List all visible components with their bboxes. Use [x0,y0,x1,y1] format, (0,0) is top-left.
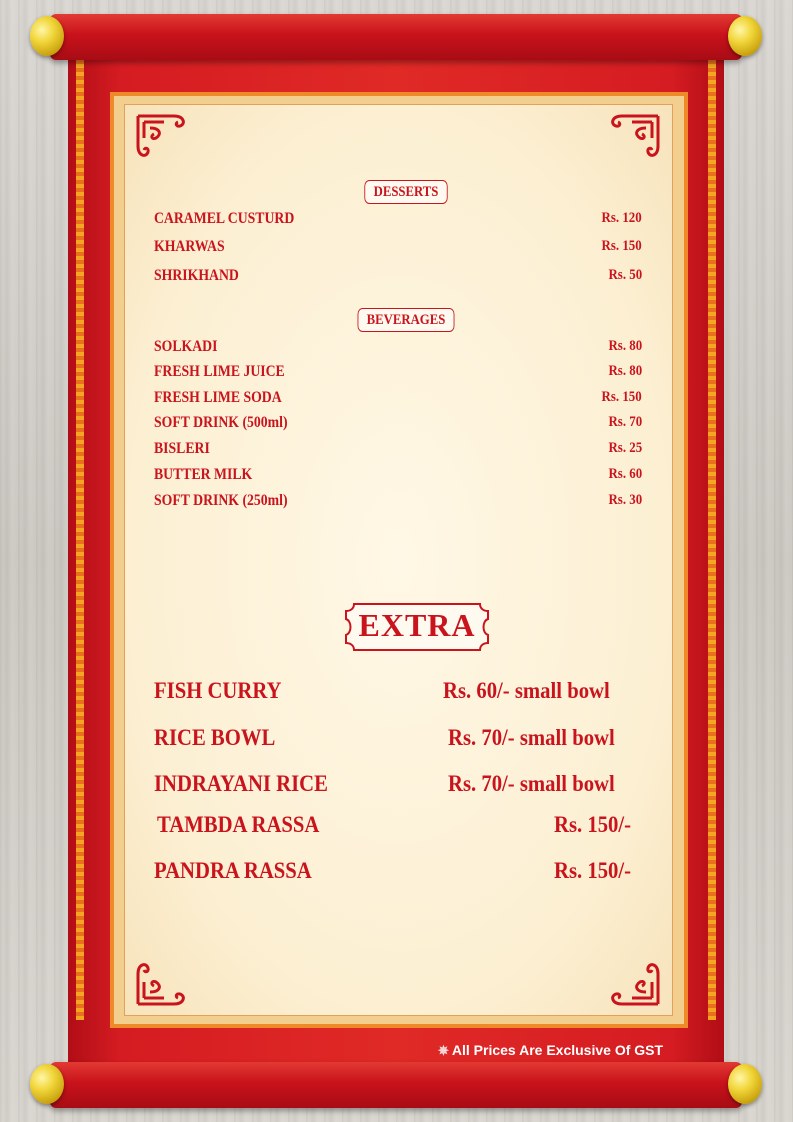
extra-item-name: FISH CURRY [154,678,282,703]
menu-item [154,267,642,289]
menu-item-name: BISLERI [154,440,210,457]
ornament-corner-icon [592,112,662,162]
gold-knob-icon [30,1064,64,1104]
menu-item [154,210,642,232]
menu-item [154,389,642,411]
extra-item [154,858,644,888]
extra-item-name: RICE BOWL [154,725,276,750]
menu-item-name: SOLKADI [154,338,218,355]
gold-knob-icon [728,1064,762,1104]
menu-item-price: Rs. 30 [608,492,642,508]
ornament-corner-icon [134,112,204,162]
menu-item-price: Rs. 150 [601,389,642,405]
menu-item-price: Rs. 25 [608,440,642,456]
desserts-heading: DESSERTS [364,180,447,204]
menu-item-price: Rs. 70 [608,414,642,430]
gold-knob-icon [728,16,762,56]
extra-item [154,725,644,755]
extra-item-price: Rs. 150/- [554,858,632,883]
menu-item-price: Rs. 120 [601,210,642,226]
banner-border-right [708,40,716,1020]
gold-knob-icon [30,16,64,56]
menu-item-name: CARAMEL CUSTURD [154,210,295,227]
menu-item-price: Rs. 80 [608,338,642,354]
ornament-corner-icon [592,958,662,1008]
menu-item-name: FRESH LIME JUICE [154,363,285,380]
extra-heading-badge [342,601,492,653]
ornament-corner-icon [134,958,204,1008]
menu-item [154,440,642,462]
extra-item-name: PANDRA RASSA [154,858,312,883]
gst-note-text: All Prices Are Exclusive Of GST [451,1042,664,1058]
menu-item [154,414,642,436]
beverages-heading: BEVERAGES [358,308,455,332]
extra-item-price: Rs. 70/- small bowl [448,725,615,750]
menu-item [154,238,642,260]
extra-item-name: INDRAYANI RICE [154,771,328,796]
menu-item [154,492,642,514]
menu-item [154,466,642,488]
menu-item-name: SOFT DRINK (500ml) [154,414,288,431]
scroll-rod-top [50,14,742,60]
extra-item [154,678,644,708]
menu-item-name: KHARWAS [154,238,225,255]
menu-item-price: Rs. 80 [608,363,642,379]
gst-note [438,1042,663,1062]
extra-item-price: Rs. 150/- [554,812,632,837]
menu-item-name: SOFT DRINK (250ml) [154,492,288,509]
extra-item-price: Rs. 60/- small bowl [443,678,610,703]
menu-item-name: FRESH LIME SODA [154,389,282,406]
menu-item [154,338,642,360]
menu-item-price: Rs. 60 [608,466,642,482]
star-burst-icon: ✵ [438,1043,449,1058]
extra-item-name: TAMBDA RASSA [157,812,320,837]
scroll-rod-bottom [50,1062,742,1108]
banner-border-left [76,40,84,1020]
menu-item [154,363,642,385]
extra-heading: EXTRA [358,607,476,643]
extra-item [154,771,644,801]
menu-item-price: Rs. 150 [601,238,642,254]
menu-item-name: SHRIKHAND [154,267,239,284]
extra-item [154,812,644,842]
menu-item-price: Rs. 50 [608,267,642,283]
extra-item-price: Rs. 70/- small bowl [448,771,615,796]
menu-item-name: BUTTER MILK [154,466,253,483]
